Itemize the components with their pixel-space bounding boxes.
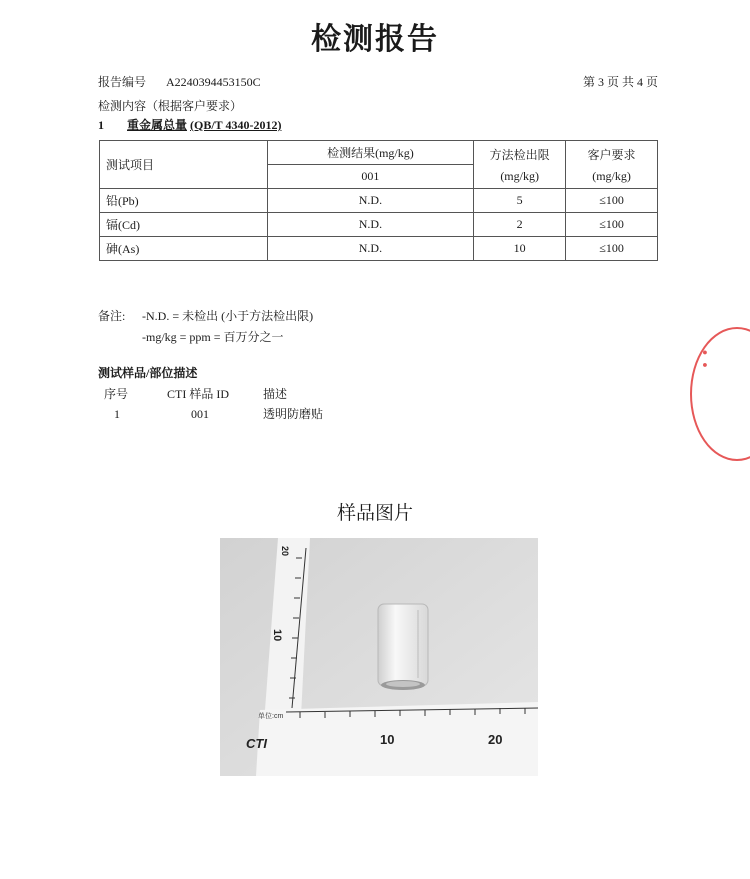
sample-photo-image	[220, 538, 538, 776]
ruler-label-v20: 20	[280, 546, 290, 557]
sample-list-header	[104, 384, 323, 404]
header-sample-id: 001	[267, 165, 474, 189]
report-number	[98, 73, 261, 90]
row-result: N.D.	[267, 189, 474, 213]
row-requirement: ≤100	[566, 213, 658, 237]
row-requirement: ≤100	[566, 237, 658, 261]
notes-label: 备注:	[98, 309, 126, 323]
company-seal	[690, 327, 750, 461]
ruler-unit: 单位:cm	[258, 713, 284, 720]
ruler-label-20: 20	[488, 732, 503, 747]
note-nd: -N.D. = 未检出 (小于方法检出限)	[142, 309, 314, 323]
test-scope: 检测内容（根据客户要求）	[98, 99, 243, 113]
header-result: 检测结果(mg/kg)	[267, 141, 474, 165]
row-item: 铅(Pb)	[100, 189, 268, 213]
list-item	[104, 404, 323, 424]
sample-list	[104, 384, 323, 424]
row-requirement: ≤100	[566, 189, 658, 213]
section-standard: (QB/T 4340-2012)	[190, 118, 282, 132]
header-mdl-unit: (mg/kg)	[500, 168, 539, 183]
table-header-row	[100, 141, 658, 165]
row-mdl: 2	[474, 213, 566, 237]
report-number-label: 报告编号	[98, 75, 147, 89]
photo-title: 样品图片	[336, 502, 413, 524]
ruler-label-10: 10	[380, 732, 395, 747]
row-item: 镉(Cd)	[100, 213, 268, 237]
section-heading	[98, 116, 281, 133]
header-mdl-label: 方法检出限	[489, 147, 550, 162]
header-requirement-label: 客户要求	[587, 147, 636, 162]
sample-section-title: 测试样品/部位描述	[98, 366, 198, 380]
sample-desc: 透明防磨贴	[263, 407, 324, 421]
sample-photo	[220, 538, 538, 776]
header-item: 测试项目	[100, 141, 268, 189]
sample-header-desc: 描述	[263, 387, 288, 401]
row-result: N.D.	[267, 213, 474, 237]
table-row	[100, 213, 658, 237]
header-requirement-unit: (mg/kg)	[592, 168, 631, 183]
row-mdl: 5	[474, 189, 566, 213]
section-title: 重金属总量	[127, 118, 188, 132]
report-number-value: A2240394453150C	[166, 75, 261, 89]
table-row	[100, 189, 658, 213]
sample-tube	[378, 604, 428, 690]
row-mdl: 10	[474, 237, 566, 261]
seal-mark: ● ●	[700, 347, 710, 370]
sample-no: 1	[114, 407, 120, 421]
note-units: -mg/kg = ppm = 百万分之一	[142, 330, 284, 344]
results-table	[99, 140, 658, 261]
header-requirement	[566, 141, 658, 189]
section-number: 1	[98, 118, 104, 132]
table-row	[100, 237, 658, 261]
notes	[98, 306, 313, 348]
sample-header-no: 序号	[104, 387, 129, 401]
row-item: 砷(As)	[100, 237, 268, 261]
ruler-brand: CTI	[246, 736, 267, 751]
page-info: 第 3 页 共 4 页	[582, 75, 658, 89]
ruler-label-v10: 10	[271, 629, 283, 642]
sample-id: 001	[191, 407, 209, 421]
header-mdl	[474, 141, 566, 189]
report-title: 检测报告	[311, 22, 439, 57]
row-result: N.D.	[267, 237, 474, 261]
sample-header-id: CTI 样品 ID	[167, 387, 229, 401]
